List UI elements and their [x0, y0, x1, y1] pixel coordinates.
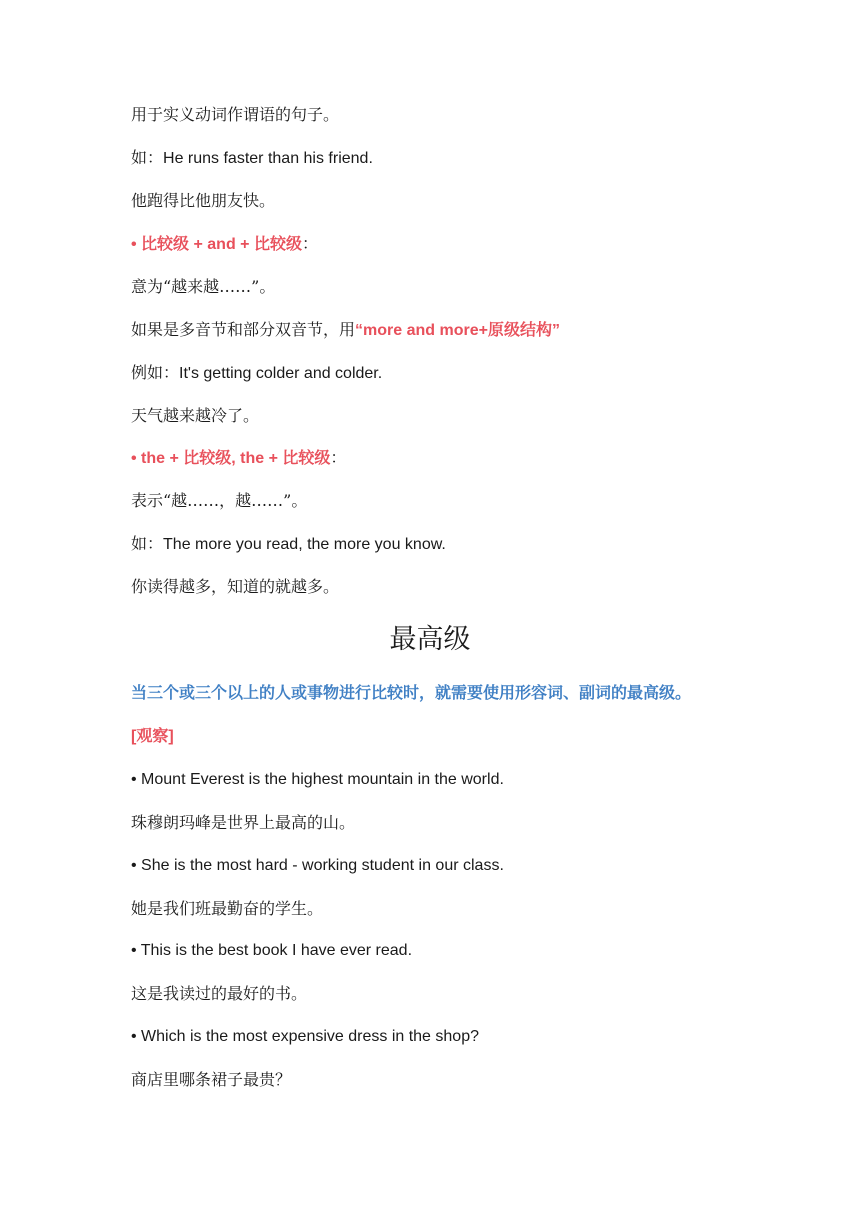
example-english: • This is the best book I have ever read. [131, 942, 413, 959]
pattern-rule-prefix: 如果是多音节和部分双音节，用 [131, 320, 356, 339]
example-translation: 商店里哪条裙子最贵？ [131, 1070, 292, 1089]
pattern-rule [131, 319, 560, 342]
pattern-heading-colon: ： [301, 234, 318, 253]
example-translation: 这是我读过的最好的书。 [131, 984, 308, 1003]
pattern-rule-highlight: “more and more+原级结构 [355, 322, 552, 339]
example-prefix: 例如： [131, 363, 180, 382]
example-translation: 你读得越多，知道的就越多。 [131, 577, 340, 596]
example-translation: 他跑得比他朋友快。 [131, 191, 276, 210]
pattern-heading-colon: ： [330, 448, 347, 467]
example-translation: 珠穆朗玛峰是世界上最高的山。 [131, 813, 356, 832]
section-title: 最高级 [389, 624, 471, 655]
example-english: • Which is the most expensive dress in the shop? [131, 1028, 479, 1045]
example-english: The more you read, the more you know. [163, 536, 446, 553]
pattern-rule-suffix: ” [551, 322, 560, 339]
pattern-meaning: 表示“越……，越……”。 [131, 491, 308, 510]
pattern-heading-text: • 比较级 + and + 比较级 [131, 236, 302, 253]
example-english: • Mount Everest is the highest mountain in the world. [131, 771, 504, 788]
pattern-heading-text: • the + 比较级, the + 比较级 [131, 450, 331, 467]
paragraph-usage: 用于实义动词作谓语的句子。 [131, 105, 340, 124]
example-english: • She is the most hard - working student in our class. [131, 857, 504, 874]
example-english: It's getting colder and colder. [179, 365, 383, 382]
example-sentence [131, 147, 373, 170]
example-prefix: 如： [131, 534, 164, 553]
pattern-heading [131, 447, 346, 470]
example-translation: 她是我们班最勤奋的学生。 [131, 899, 324, 918]
example-prefix: 如： [131, 148, 164, 167]
section-intro: 当三个或三个以上的人或事物进行比较时，就需要使用形容词、副词的最高级。 [131, 685, 692, 702]
observe-label: [观察] [131, 728, 174, 745]
pattern-heading [131, 233, 318, 256]
pattern-meaning: 意为“越来越……”。 [131, 277, 276, 296]
example-sentence [131, 533, 446, 556]
example-sentence [131, 362, 382, 385]
example-english: He runs faster than his friend. [163, 150, 373, 167]
example-translation: 天气越来越冷了。 [131, 406, 260, 425]
